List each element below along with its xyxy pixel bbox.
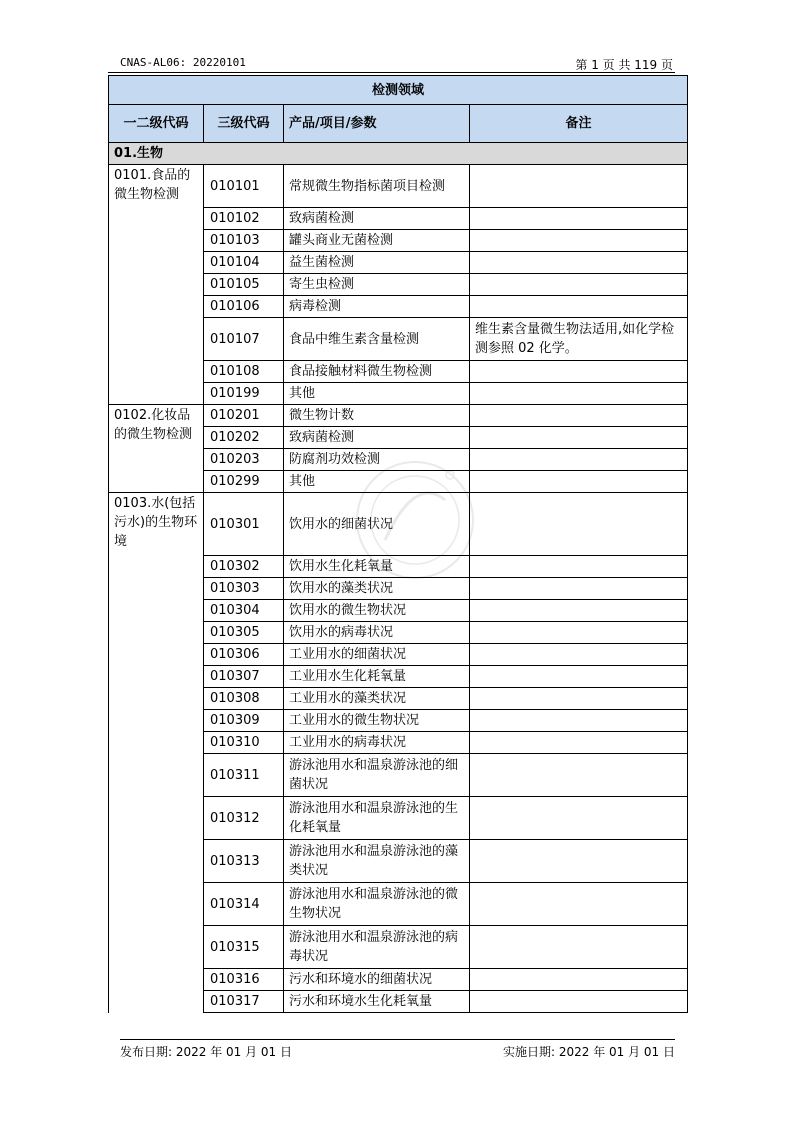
item-name: 游泳池用水和温泉游泳池的生化耗氧量 (284, 797, 470, 840)
level3-code: 010303 (204, 578, 284, 600)
item-name: 罐头商业无菌检测 (284, 230, 470, 252)
section-title: 01.生物 (109, 143, 688, 165)
item-name: 常规微生物指标菌项目检测 (284, 165, 470, 208)
column-header-item: 产品/项目/参数 (284, 105, 470, 143)
group-label: 0101.食品的微生物检测 (109, 165, 204, 405)
level3-code: 010201 (204, 405, 284, 427)
level3-code: 010309 (204, 710, 284, 732)
note (470, 754, 688, 797)
header-divider (108, 72, 675, 73)
note (470, 471, 688, 493)
level3-code: 010313 (204, 840, 284, 883)
item-name: 食品接触材料微生物检测 (284, 361, 470, 383)
note (470, 361, 688, 383)
item-name: 寄生虫检测 (284, 274, 470, 296)
item-name: 致病菌检测 (284, 427, 470, 449)
table-row (109, 165, 688, 208)
level3-code: 010105 (204, 274, 284, 296)
item-name: 饮用水的微生物状况 (284, 600, 470, 622)
note (470, 493, 688, 556)
level3-code: 010101 (204, 165, 284, 208)
table-banner: 检测领域 (109, 76, 688, 105)
table-row (109, 405, 688, 427)
note (470, 883, 688, 926)
item-name: 污水和环境水生化耗氧量 (284, 991, 470, 1013)
note (470, 449, 688, 471)
note (470, 208, 688, 230)
level3-code: 010104 (204, 252, 284, 274)
level3-code: 010315 (204, 926, 284, 969)
note (470, 296, 688, 318)
publish-date: 发布日期: 2022 年 01 月 01 日 (120, 1045, 293, 1059)
item-name: 工业用水的细菌状况 (284, 644, 470, 666)
item-name: 其他 (284, 471, 470, 493)
item-name: 工业用水的藻类状况 (284, 688, 470, 710)
note (470, 274, 688, 296)
level3-code: 010301 (204, 493, 284, 556)
note (470, 710, 688, 732)
note (470, 969, 688, 991)
table-row (109, 493, 688, 556)
item-name: 污水和环境水的细菌状况 (284, 969, 470, 991)
item-name: 饮用水的藻类状况 (284, 578, 470, 600)
note (470, 840, 688, 883)
item-name: 游泳池用水和温泉游泳池的细菌状况 (284, 754, 470, 797)
item-name: 益生菌检测 (284, 252, 470, 274)
item-name: 游泳池用水和温泉游泳池的微生物状况 (284, 883, 470, 926)
level3-code: 010107 (204, 318, 284, 361)
level3-code: 010305 (204, 622, 284, 644)
level3-code: 010306 (204, 644, 284, 666)
level3-code: 010103 (204, 230, 284, 252)
level3-code: 010307 (204, 666, 284, 688)
note (470, 230, 688, 252)
level3-code: 010108 (204, 361, 284, 383)
note (470, 622, 688, 644)
group-label: 0103.水(包括污水)的生物环境 (109, 493, 204, 1013)
document-code: CNAS-AL06: 20220101 (120, 56, 246, 69)
column-header-level12-code: 一二级代码 (109, 105, 204, 143)
item-name: 游泳池用水和温泉游泳池的藻类状况 (284, 840, 470, 883)
note (470, 732, 688, 754)
level3-code: 010316 (204, 969, 284, 991)
level3-code: 010302 (204, 556, 284, 578)
item-name: 致病菌检测 (284, 208, 470, 230)
level3-code: 010106 (204, 296, 284, 318)
group-label: 0102.化妆品的微生物检测 (109, 405, 204, 493)
level3-code: 010308 (204, 688, 284, 710)
item-name: 防腐剂功效检测 (284, 449, 470, 471)
note (470, 556, 688, 578)
note (470, 644, 688, 666)
item-name: 饮用水的病毒状况 (284, 622, 470, 644)
note: 维生素含量微生物法适用,如化学检测参照 02 化学。 (470, 318, 688, 361)
page-number: 第 1 页 共 119 页 (575, 58, 673, 72)
level3-code: 010310 (204, 732, 284, 754)
item-name: 饮用水生化耗氧量 (284, 556, 470, 578)
level3-code: 010199 (204, 383, 284, 405)
footer-divider (120, 1039, 675, 1040)
effective-date: 实施日期: 2022 年 01 月 01 日 (502, 1045, 675, 1059)
level3-code: 010102 (204, 208, 284, 230)
note (470, 427, 688, 449)
item-name: 饮用水的细菌状况 (284, 493, 470, 556)
item-name: 食品中维生素含量检测 (284, 318, 470, 361)
column-header-level3-code: 三级代码 (204, 105, 284, 143)
column-header-note: 备注 (470, 105, 688, 143)
note (470, 405, 688, 427)
item-name: 微生物计数 (284, 405, 470, 427)
note (470, 991, 688, 1013)
level3-code: 010304 (204, 600, 284, 622)
item-name: 工业用水的微生物状况 (284, 710, 470, 732)
note (470, 600, 688, 622)
item-name: 工业用水生化耗氧量 (284, 666, 470, 688)
note (470, 578, 688, 600)
note (470, 926, 688, 969)
note (470, 383, 688, 405)
note (470, 666, 688, 688)
note (470, 252, 688, 274)
level3-code: 010311 (204, 754, 284, 797)
level3-code: 010299 (204, 471, 284, 493)
item-name: 游泳池用水和温泉游泳池的病毒状况 (284, 926, 470, 969)
item-name: 病毒检测 (284, 296, 470, 318)
level3-code: 010317 (204, 991, 284, 1013)
level3-code: 010312 (204, 797, 284, 840)
level3-code: 010314 (204, 883, 284, 926)
note (470, 165, 688, 208)
item-name: 其他 (284, 383, 470, 405)
note (470, 797, 688, 840)
level3-code: 010202 (204, 427, 284, 449)
note (470, 688, 688, 710)
level3-code: 010203 (204, 449, 284, 471)
detection-field-table (108, 75, 688, 1013)
item-name: 工业用水的病毒状况 (284, 732, 470, 754)
